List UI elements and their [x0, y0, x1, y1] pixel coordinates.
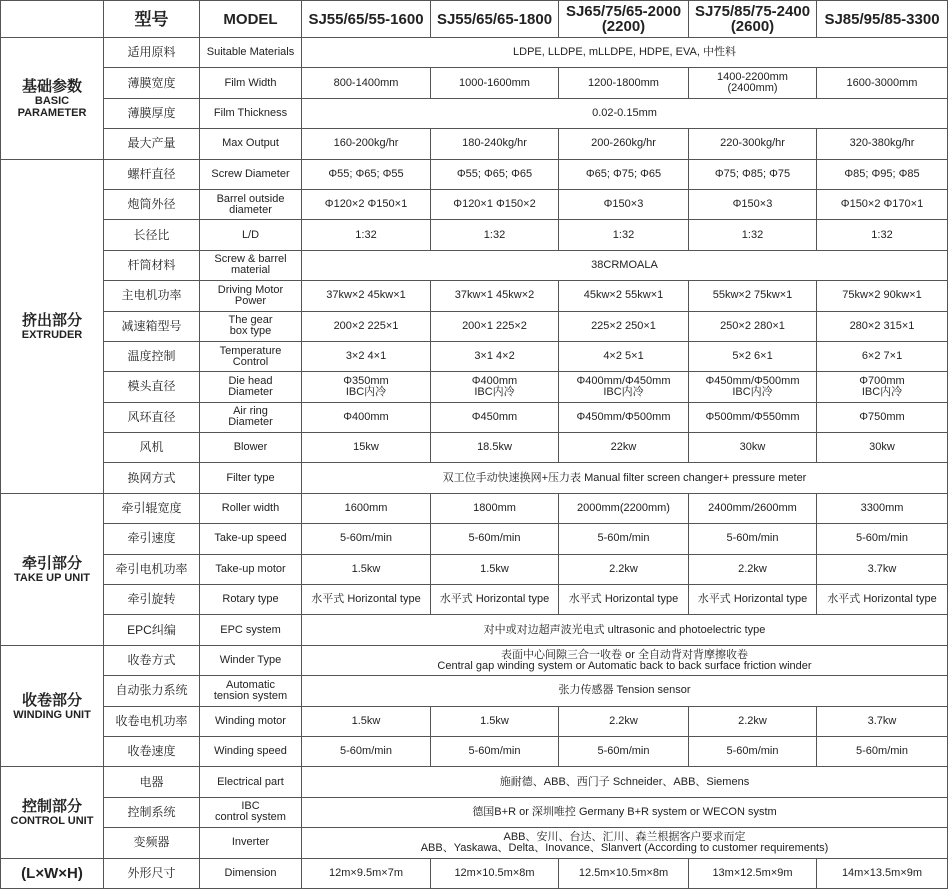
table-row	[1, 767, 948, 797]
param-value: 5-60m/min	[817, 736, 948, 766]
param-label-cn: 电器	[104, 767, 200, 797]
param-value: 5-60m/min	[689, 524, 817, 554]
param-value: 水平式 Horizontal type	[302, 585, 431, 615]
param-value: 水平式 Horizontal type	[431, 585, 559, 615]
table-row	[1, 98, 948, 128]
param-value: 37kw×2 45kw×1	[302, 281, 431, 311]
param-label-cn: 薄膜宽度	[104, 68, 200, 98]
param-value: 30kw	[689, 433, 817, 463]
param-value: 2.2kw	[689, 554, 817, 584]
param-value: 800-1400mm	[302, 68, 431, 98]
param-label-en: Film Thickness	[200, 98, 302, 128]
param-value: 5-60m/min	[559, 524, 689, 554]
param-value: 1:32	[817, 220, 948, 250]
param-label-en: Roller width	[200, 493, 302, 523]
header-row	[1, 1, 948, 38]
param-label-cn: 长径比	[104, 220, 200, 250]
param-label-cn: 自动张力系统	[104, 676, 200, 706]
table-row	[1, 736, 948, 766]
param-label-cn: 炮筒外径	[104, 189, 200, 219]
header-model-3: SJ65/75/65-2000 (2200)	[559, 1, 689, 38]
param-value: 22kw	[559, 433, 689, 463]
table-row	[1, 493, 948, 523]
param-label-en: Die head Diameter	[200, 372, 302, 402]
table-row	[1, 220, 948, 250]
param-value: 30kw	[817, 433, 948, 463]
section-label	[1, 858, 104, 888]
param-label-cn: 杆筒材料	[104, 250, 200, 280]
table-row	[1, 676, 948, 706]
param-value: Φ400mm	[302, 402, 431, 432]
param-value-merged: 38CRMOALA	[302, 250, 948, 280]
param-value: Φ350mm IBC内冷	[302, 372, 431, 402]
section-title-cn: (L×W×H)	[21, 864, 83, 882]
param-label-en: Rotary type	[200, 585, 302, 615]
param-value: 1.5kw	[431, 706, 559, 736]
table-row	[1, 129, 948, 159]
param-value-merged: 张力传感器 Tension sensor	[302, 676, 948, 706]
param-value: 3.7kw	[817, 706, 948, 736]
param-value: 200-260kg/hr	[559, 129, 689, 159]
param-value: 180-240kg/hr	[431, 129, 559, 159]
param-value-merged: ABB、安川、台达、汇川、森兰根据客户要求而定 ABB、Yaskawa、Delta、Inovance、Slanvert (According to customer requirements)	[302, 828, 948, 858]
table-row	[1, 706, 948, 736]
param-value: 1:32	[559, 220, 689, 250]
param-value: 3.7kw	[817, 554, 948, 584]
header-model-cn: 型号	[104, 1, 200, 38]
param-label-en: Take-up speed	[200, 524, 302, 554]
section-title-cn: 控制部分	[21, 797, 82, 815]
param-value: Φ400mm IBC内冷	[431, 372, 559, 402]
table-row	[1, 585, 948, 615]
param-value: Φ75; Φ85; Φ75	[689, 159, 817, 189]
table-row	[1, 341, 948, 371]
param-value: 2.2kw	[559, 706, 689, 736]
param-label-en: Max Output	[200, 129, 302, 159]
param-label-en: Blower	[200, 433, 302, 463]
param-label-en: Screw & barrel material	[200, 250, 302, 280]
param-label-en: EPC system	[200, 615, 302, 645]
param-label-en: Film Width	[200, 68, 302, 98]
param-label-cn: 风机	[104, 433, 200, 463]
table-row	[1, 250, 948, 280]
param-value: Φ450mm/Φ500mm IBC内冷	[689, 372, 817, 402]
param-label-cn: 收卷方式	[104, 645, 200, 675]
param-value: 2.2kw	[559, 554, 689, 584]
param-value: 5-60m/min	[689, 736, 817, 766]
table-row	[1, 372, 948, 402]
table-row	[1, 189, 948, 219]
param-label-en: Temperature Control	[200, 341, 302, 371]
param-value: 水平式 Horizontal type	[689, 585, 817, 615]
param-value: 1800mm	[431, 493, 559, 523]
param-value: 1:32	[431, 220, 559, 250]
table-row	[1, 524, 948, 554]
param-label-cn: 最大产量	[104, 129, 200, 159]
param-value: Φ500mm/Φ550mm	[689, 402, 817, 432]
param-label-cn: 牵引电机功率	[104, 554, 200, 584]
param-label-cn: 控制系统	[104, 797, 200, 827]
param-label-cn: 牵引速度	[104, 524, 200, 554]
section-title-cn: 基础参数	[21, 77, 82, 95]
param-value: 12m×9.5m×7m	[302, 858, 431, 888]
section-title-en: TAKE UP UNIT	[14, 571, 90, 584]
param-value: Φ65; Φ75; Φ65	[559, 159, 689, 189]
param-label-en: Suitable Materials	[200, 38, 302, 68]
param-value: 13m×12.5m×9m	[689, 858, 817, 888]
param-value: 1:32	[689, 220, 817, 250]
table-row	[1, 463, 948, 493]
table-row	[1, 402, 948, 432]
param-label-en: The gear box type	[200, 311, 302, 341]
param-value: 55kw×2 75kw×1	[689, 281, 817, 311]
param-value: 6×2 7×1	[817, 341, 948, 371]
param-value: 5-60m/min	[431, 524, 559, 554]
table-row	[1, 858, 948, 888]
param-value: 160-200kg/hr	[302, 129, 431, 159]
param-value: Φ400mm/Φ450mm IBC内冷	[559, 372, 689, 402]
section-label	[1, 38, 104, 160]
param-value: 5-60m/min	[431, 736, 559, 766]
param-value-merged: 表面中心间隙三合一收卷 or 全自动背对背摩擦收卷 Central gap winding system or Automatic back to back surface friction winder	[302, 645, 948, 675]
section-label	[1, 767, 104, 858]
param-label-cn: 模头直径	[104, 372, 200, 402]
param-value: 5-60m/min	[302, 524, 431, 554]
param-value: Φ55; Φ65; Φ65	[431, 159, 559, 189]
param-label-en: Driving Motor Power	[200, 281, 302, 311]
param-label-en: Winder Type	[200, 645, 302, 675]
param-value: 14m×13.5m×9m	[817, 858, 948, 888]
param-value: 45kw×2 55kw×1	[559, 281, 689, 311]
param-value: 3×1 4×2	[431, 341, 559, 371]
param-value: 2.2kw	[689, 706, 817, 736]
param-value: 5×2 6×1	[689, 341, 817, 371]
param-label-cn: 收卷电机功率	[104, 706, 200, 736]
param-label-cn: 风环直径	[104, 402, 200, 432]
table-row	[1, 828, 948, 858]
param-value-merged: 0.02-0.15mm	[302, 98, 948, 128]
param-value: 5-60m/min	[559, 736, 689, 766]
section-title-en: CONTROL UNIT	[10, 814, 94, 827]
param-label-cn: 变频器	[104, 828, 200, 858]
param-value: 250×2 280×1	[689, 311, 817, 341]
param-value: 220-300kg/hr	[689, 129, 817, 159]
param-value: 水平式 Horizontal type	[559, 585, 689, 615]
param-label-cn: EPC纠编	[104, 615, 200, 645]
section-label	[1, 645, 104, 767]
table-row	[1, 159, 948, 189]
param-value: 200×1 225×2	[431, 311, 559, 341]
param-label-en: Screw Diameter	[200, 159, 302, 189]
section-title-en: EXTRUDER	[21, 328, 83, 341]
param-value: 1000-1600mm	[431, 68, 559, 98]
param-value: 2400mm/2600mm	[689, 493, 817, 523]
param-label-en: Barrel outside diameter	[200, 189, 302, 219]
param-value-merged: 双工位手动快速换网+压力表 Manual filter screen changer+ pressure meter	[302, 463, 948, 493]
param-label-cn: 适用原料	[104, 38, 200, 68]
param-value: 1200-1800mm	[559, 68, 689, 98]
param-label-cn: 外形尺寸	[104, 858, 200, 888]
param-value: Φ120×1 Φ150×2	[431, 189, 559, 219]
param-label-en: IBC control system	[200, 797, 302, 827]
param-value: 1.5kw	[302, 706, 431, 736]
param-label-cn: 薄膜厚度	[104, 98, 200, 128]
param-value: 37kw×1 45kw×2	[431, 281, 559, 311]
header-model-4: SJ75/85/75-2400 (2600)	[689, 1, 817, 38]
param-label-cn: 减速箱型号	[104, 311, 200, 341]
param-value: 75kw×2 90kw×1	[817, 281, 948, 311]
param-value: 320-380kg/hr	[817, 129, 948, 159]
param-value: 1.5kw	[431, 554, 559, 584]
param-value: Φ450mm/Φ500mm	[559, 402, 689, 432]
table-row	[1, 645, 948, 675]
param-label-en: Automatic tension system	[200, 676, 302, 706]
param-value: 280×2 315×1	[817, 311, 948, 341]
param-value: Φ150×2 Φ170×1	[817, 189, 948, 219]
param-label-en: Inverter	[200, 828, 302, 858]
param-value: 4×2 5×1	[559, 341, 689, 371]
table-row	[1, 38, 948, 68]
param-value: 1.5kw	[302, 554, 431, 584]
param-label-cn: 牵引旋转	[104, 585, 200, 615]
section-title-en: BASIC PARAMETER	[17, 94, 87, 119]
param-value-merged: 对中或对边超声波光电式 ultrasonic and photoelectric type	[302, 615, 948, 645]
param-value-merged: 德国B+R or 深圳唯控 Germany B+R system or WECON systm	[302, 797, 948, 827]
param-label-en: Air ring Diameter	[200, 402, 302, 432]
section-title-cn: 牵引部分	[21, 554, 82, 572]
param-label-en: L/D	[200, 220, 302, 250]
param-value: 18.5kw	[431, 433, 559, 463]
param-value: 1400-2200mm (2400mm)	[689, 68, 817, 98]
param-value: 15kw	[302, 433, 431, 463]
section-label	[1, 493, 104, 645]
section-label	[1, 159, 104, 493]
param-label-en: Electrical part	[200, 767, 302, 797]
section-title-cn: 收卷部分	[21, 691, 82, 709]
header-model-1: SJ55/65/55-1600	[302, 1, 431, 38]
header-blank	[1, 1, 104, 38]
param-label-cn: 温度控制	[104, 341, 200, 371]
param-label-cn: 螺杆直径	[104, 159, 200, 189]
param-value-merged: LDPE, LLDPE, mLLDPE, HDPE, EVA, 中性料	[302, 38, 948, 68]
table-row	[1, 311, 948, 341]
param-value: 200×2 225×1	[302, 311, 431, 341]
param-label-cn: 主电机功率	[104, 281, 200, 311]
param-value: Φ120×2 Φ150×1	[302, 189, 431, 219]
param-label-cn: 换网方式	[104, 463, 200, 493]
param-value: 1:32	[302, 220, 431, 250]
param-value: 3×2 4×1	[302, 341, 431, 371]
param-value: 1600-3000mm	[817, 68, 948, 98]
param-label-cn: 牵引辊宽度	[104, 493, 200, 523]
param-value: Φ55; Φ65; Φ55	[302, 159, 431, 189]
param-value: 2000mm(2200mm)	[559, 493, 689, 523]
param-value: 225×2 250×1	[559, 311, 689, 341]
table-row	[1, 615, 948, 645]
param-label-en: Winding speed	[200, 736, 302, 766]
param-value: 1600mm	[302, 493, 431, 523]
section-title-cn: 挤出部分	[21, 311, 82, 329]
param-value: Φ150×3	[559, 189, 689, 219]
param-label-en: Take-up motor	[200, 554, 302, 584]
table-row	[1, 797, 948, 827]
param-value: 水平式 Horizontal type	[817, 585, 948, 615]
param-value-merged: 施耐德、ABB、西门子 Schneider、ABB、Siemens	[302, 767, 948, 797]
param-value: Φ450mm	[431, 402, 559, 432]
param-label-en: Winding motor	[200, 706, 302, 736]
header-model-en: MODEL	[200, 1, 302, 38]
table-row	[1, 554, 948, 584]
param-label-en: Filter type	[200, 463, 302, 493]
table-row	[1, 281, 948, 311]
table-row	[1, 68, 948, 98]
param-value: 5-60m/min	[817, 524, 948, 554]
param-value: Φ750mm	[817, 402, 948, 432]
param-value: Φ85; Φ95; Φ85	[817, 159, 948, 189]
section-title-en: WINDING UNIT	[13, 708, 91, 721]
header-model-5: SJ85/95/85-3300	[817, 1, 948, 38]
param-value: 12m×10.5m×8m	[431, 858, 559, 888]
param-value: 5-60m/min	[302, 736, 431, 766]
header-model-2: SJ55/65/65-1800	[431, 1, 559, 38]
param-value: Φ700mm IBC内冷	[817, 372, 948, 402]
table-row	[1, 433, 948, 463]
param-value: 12.5m×10.5m×8m	[559, 858, 689, 888]
param-value: Φ150×3	[689, 189, 817, 219]
param-label-en: Dimension	[200, 858, 302, 888]
param-value: 3300mm	[817, 493, 948, 523]
param-label-cn: 收卷速度	[104, 736, 200, 766]
